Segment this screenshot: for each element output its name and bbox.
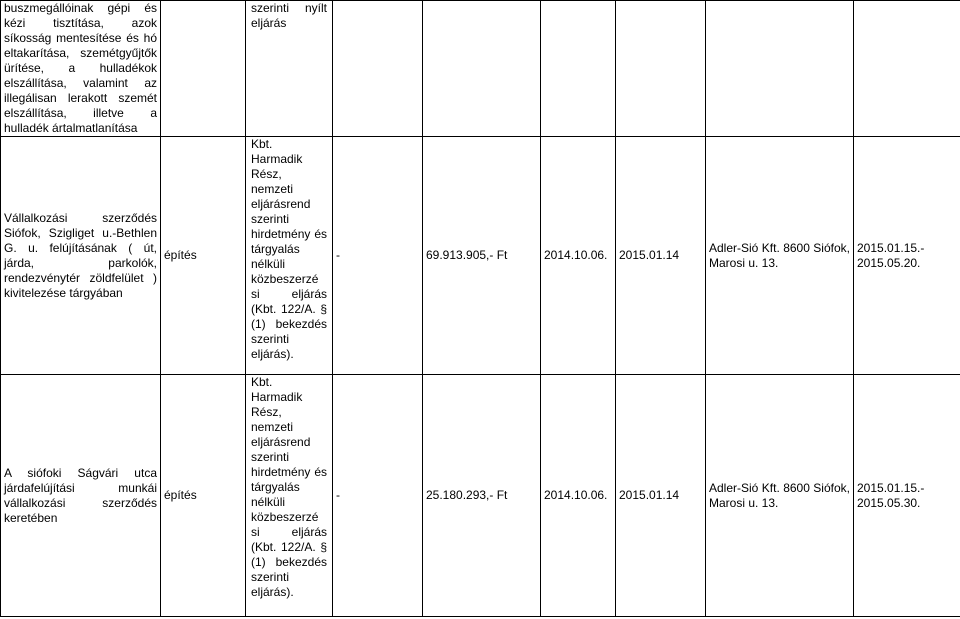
- period-cell: 2015.01.15.- 2015.05.30.: [854, 375, 960, 617]
- table-row: [1, 1, 960, 137]
- dash-cell: -: [333, 137, 423, 375]
- period-cell: 2015.01.15.- 2015.05.20.: [854, 137, 960, 375]
- dash-cell: [333, 1, 423, 137]
- date1-cell: 2014.10.06.: [541, 375, 616, 617]
- value-cell: [423, 1, 541, 137]
- date2-cell: 2015.01.14: [616, 137, 706, 375]
- date2-cell: 2015.01.14: [616, 375, 706, 617]
- procedure-cell: szerinti nyílt eljárás: [246, 1, 333, 137]
- contractor-cell: Adler-Sió Kft. 8600 Siófok, Marosi u. 13.: [706, 375, 854, 617]
- description-cell: buszmegállóinak gépi és kézi tisztítása, azok síkosság mentesítése és hó eltakarítása, szemétgyűjtők ürítése, a hulladékok elszállítása, valamint az illegálisan lerakott szemét elszállítása, illetve a hulladék ártalmatlanítása: [1, 1, 161, 137]
- table-row: [1, 375, 960, 617]
- type-cell: építés: [161, 137, 246, 375]
- date2-cell: [616, 1, 706, 137]
- procedure-cell: Kbt. Harmadik Rész, nemzeti eljárásrend szerinti hirdetmény és tárgyalás nélküli közbeszerzé si eljárás (Kbt. 122/A. § (1) bekezdés szerinti eljárás).: [246, 375, 333, 617]
- dash-cell: -: [333, 375, 423, 617]
- contractor-cell: Adler-Sió Kft. 8600 Siófok, Marosi u. 13.: [706, 137, 854, 375]
- date1-cell: 2014.10.06.: [541, 137, 616, 375]
- description-cell: Vállalkozási szerződés Siófok, Szigliget u.-Bethlen G. u. felújításának ( út, járda, parkolók, rendezvénytér zöldfelület ) kivitelezése tárgyában: [1, 137, 161, 375]
- procedure-cell: Kbt. Harmadik Rész, nemzeti eljárásrend szerinti hirdetmény és tárgyalás nélküli közbeszerzé si eljárás (Kbt. 122/A. § (1) bekezdés szerinti eljárás).: [246, 137, 333, 375]
- contractor-cell: [706, 1, 854, 137]
- value-cell: 25.180.293,- Ft: [423, 375, 541, 617]
- period-cell: [854, 1, 960, 137]
- description-cell: A siófoki Ságvári utca járdafelújítási munkái vállalkozási szerződés keretében: [1, 375, 161, 617]
- date1-cell: [541, 1, 616, 137]
- table-row: [1, 137, 960, 375]
- type-cell: építés: [161, 375, 246, 617]
- value-cell: 69.913.905,- Ft: [423, 137, 541, 375]
- type-cell: [161, 1, 246, 137]
